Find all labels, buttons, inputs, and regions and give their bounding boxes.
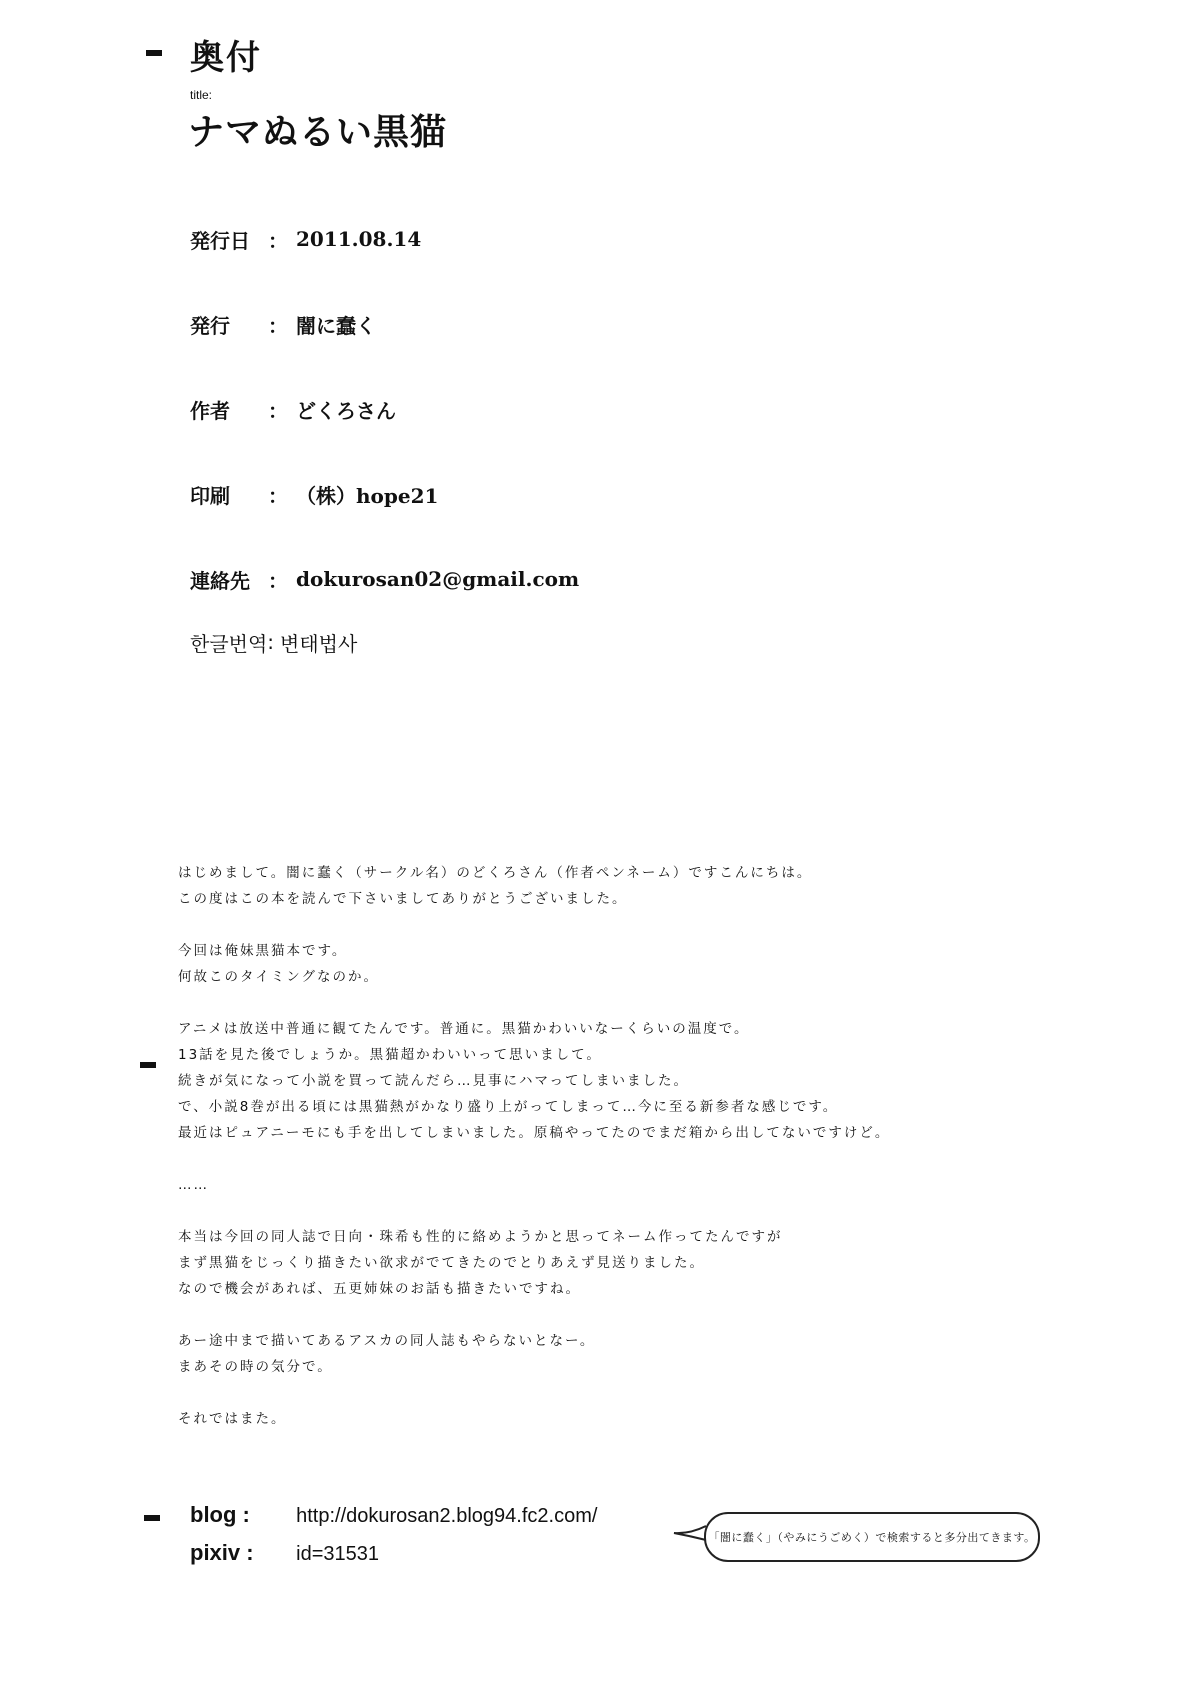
- colophon-value: 闇に蠢く: [296, 313, 376, 338]
- colophon-separator: ：: [268, 313, 288, 338]
- paragraph: [178, 1406, 958, 1432]
- paragraph: [178, 1172, 958, 1198]
- text-line: 最近はピュアニーモにも手を出してしまいました。原稿やってたのでまだ箱から出してないですけど。: [178, 1125, 891, 1141]
- text-line: アニメは放送中普通に観てたんです。普通に。黒猫かわいいなーくらいの温度で。: [178, 1021, 750, 1037]
- blog-link-row: [190, 1502, 597, 1528]
- text-line: ……: [178, 1177, 209, 1193]
- pixiv-id: id=31531: [296, 1543, 379, 1565]
- margin-mark-middle: [140, 1062, 156, 1068]
- paragraph: [178, 860, 958, 912]
- colophon-row-printer: [190, 479, 438, 509]
- text-line: この度はこの本を読んで下さいましてありがとうございました。: [178, 891, 628, 907]
- paragraph: [178, 1016, 958, 1146]
- paragraph: [178, 1224, 958, 1302]
- translation-label: 한글번역: [190, 631, 268, 656]
- colophon-label: 発行日: [190, 228, 250, 253]
- paragraph: [178, 938, 958, 990]
- blog-url[interactable]: http://dokurosan2.blog94.fc2.com/: [296, 1505, 598, 1527]
- colophon-value: （株）hope21: [296, 483, 439, 508]
- colophon-label: 印刷: [190, 483, 230, 508]
- text-line: 続きが気になって小説を買って読んだら…見事にハマってしまいました。: [178, 1073, 689, 1089]
- colophon-label: 作者: [190, 398, 230, 423]
- translation-value: 변태법사: [280, 631, 358, 656]
- text-line: なので機会があれば、五更姉妹のお話も描きたいですね。: [178, 1281, 581, 1297]
- colophon-heading: 奥付: [190, 38, 262, 78]
- text-line: 今回は俺妹黒猫本です。: [178, 943, 348, 959]
- colophon-separator: ：: [268, 483, 288, 508]
- text-line: で、小説8巻が出る頃には黒猫熱がかなり盛り上がってしまって…今に至る新参者な感じです。: [178, 1099, 839, 1115]
- blog-label: blog :: [190, 1502, 250, 1527]
- translation-separator: :: [267, 630, 275, 654]
- text-line: それではまた。: [178, 1411, 287, 1427]
- margin-mark-bottom: [144, 1515, 160, 1521]
- afterword-text: [178, 860, 958, 1458]
- title-label: title:: [190, 88, 213, 102]
- colophon-row-contact: [190, 564, 579, 594]
- margin-mark-top: [146, 50, 162, 56]
- bubble-text: 「闇に蠢く」（やみにうごめく）で検索すると多分出てきます。: [708, 1531, 1036, 1544]
- text-line: はじめまして。闇に蠢く（サークル名）のどくろさん（作者ペンネーム）ですこんにちは。: [178, 865, 813, 881]
- contact-email: dokurosan02@gmail.com: [296, 567, 580, 591]
- colophon-value: 2011.08.14: [296, 227, 422, 251]
- text-line: まず黒猫をじっくり描きたい欲求がでてきたのでとりあえず見送りました。: [178, 1255, 705, 1271]
- text-line: 何故このタイミングなのか。: [178, 969, 379, 985]
- colophon-row-author: [190, 394, 396, 424]
- text-line: 13話を見た後でしょうか。黒猫超かわいいって思いまして。: [178, 1047, 602, 1063]
- colophon-row-date: [190, 224, 421, 254]
- paragraph: [178, 1328, 958, 1380]
- colophon-separator: ：: [268, 228, 288, 253]
- colophon-separator: ：: [268, 568, 288, 593]
- book-title: ナマぬるい黒猫: [188, 111, 448, 153]
- pixiv-label: pixiv :: [190, 1540, 254, 1565]
- speech-bubble: [704, 1512, 1040, 1562]
- text-line: 本当は今回の同人誌で日向・珠希も性的に絡めようかと思ってネーム作ってたんですが: [178, 1229, 783, 1245]
- text-line: あー途中まで描いてあるアスカの同人誌もやらないとなー。: [178, 1333, 596, 1349]
- colophon-separator: ：: [268, 398, 288, 423]
- colophon-value: どくろさん: [296, 398, 396, 423]
- colophon-label: 発行: [190, 313, 230, 338]
- pixiv-link-row: [190, 1540, 379, 1566]
- text-line: まあその時の気分で。: [178, 1359, 333, 1375]
- colophon-label: 連絡先: [190, 568, 250, 593]
- colophon-row-publisher: [190, 309, 376, 339]
- translation-credit: [190, 627, 357, 657]
